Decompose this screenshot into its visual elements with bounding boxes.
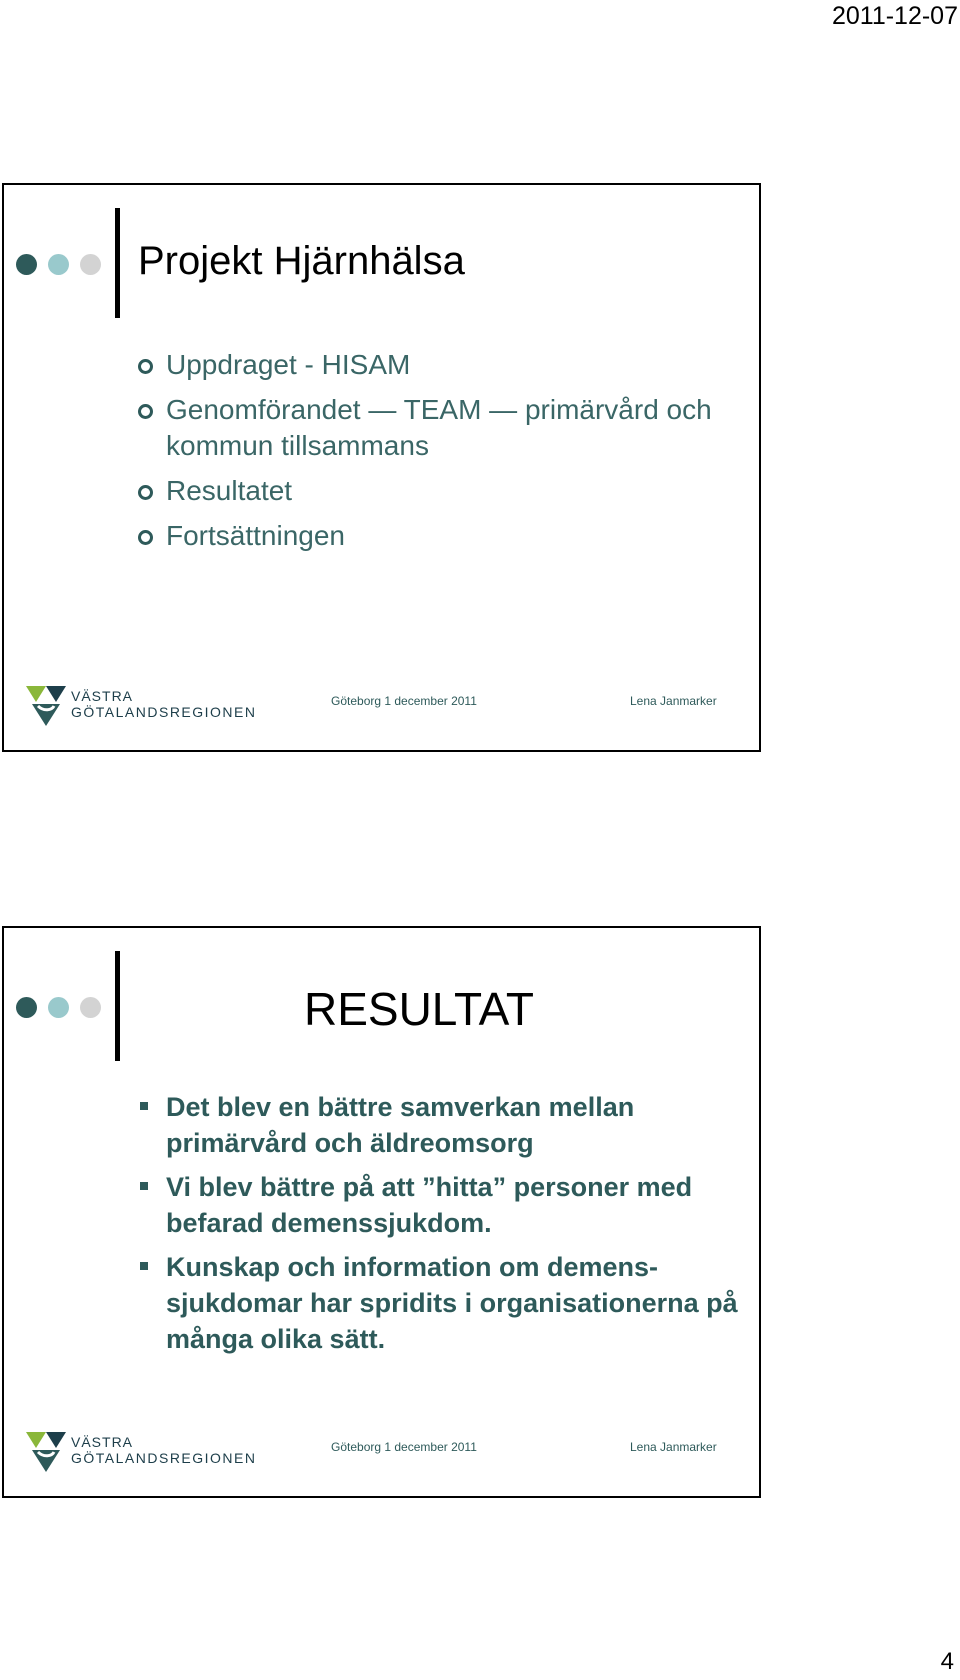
logo-line2: GÖTALANDSREGIONEN: [71, 1450, 257, 1466]
slide-dots-decoration: [16, 997, 106, 1019]
list-item: [138, 1169, 748, 1241]
vgr-logo-icon: [24, 1428, 68, 1474]
ring-bullet-icon: [138, 359, 153, 374]
logo-line2: GÖTALANDSREGIONEN: [71, 704, 257, 720]
list-item: [138, 347, 738, 383]
bullet-text: Fortsättningen: [166, 520, 345, 551]
square-bullet-icon: [140, 1182, 148, 1190]
list-item: [138, 473, 738, 509]
footer-place-date: Göteborg 1 december 2011: [331, 694, 477, 708]
list-item: [138, 518, 738, 554]
slide-resultat: [2, 926, 761, 1498]
slide-footer: [4, 1428, 759, 1478]
bullet-text: Uppdraget - HISAM: [166, 349, 411, 380]
footer-author: Lena Janmarker: [630, 1440, 717, 1454]
dot-light-icon: [48, 254, 69, 275]
list-item: [138, 392, 738, 464]
logo-text: [71, 688, 257, 720]
slide-footer: [4, 682, 759, 732]
square-bullet-icon: [140, 1102, 148, 1110]
footer-author: Lena Janmarker: [630, 694, 717, 708]
square-bullet-icon: [140, 1262, 148, 1270]
ring-bullet-icon: [138, 404, 153, 419]
logo-line1: VÄSTRA: [71, 688, 134, 704]
dot-dark-icon: [16, 254, 37, 275]
title-divider: [115, 951, 120, 1061]
bullet-text: Genomförandet — TEAM — primärvård och kommun tillsammans: [166, 394, 712, 461]
bullet-list: [138, 347, 738, 563]
bullet-text: Vi blev bättre på att ”hitta” personer med befarad demenssjukdom.: [166, 1172, 693, 1238]
dot-dark-icon: [16, 997, 37, 1018]
ring-bullet-icon: [138, 530, 153, 545]
logo-text: [71, 1434, 257, 1466]
logo-line1: VÄSTRA: [71, 1434, 134, 1450]
bullet-text: Kunskap och information om demens-sjukdomar har spridits i organisationerna på många olika sätt.: [166, 1252, 738, 1354]
list-item: [138, 1089, 748, 1161]
vgr-logo-icon: [24, 682, 68, 728]
title-divider: [115, 208, 120, 318]
ring-bullet-icon: [138, 485, 153, 500]
dot-light-icon: [48, 997, 69, 1018]
dot-gray-icon: [80, 997, 101, 1018]
list-item: [138, 1249, 748, 1357]
slide-projekt-hjarnhalsa: [2, 183, 761, 752]
slide-dots-decoration: [16, 254, 106, 276]
footer-place-date: Göteborg 1 december 2011: [331, 1440, 477, 1454]
vgr-logo: [24, 1428, 257, 1474]
slide-title: RESULTAT: [304, 983, 535, 1035]
dot-gray-icon: [80, 254, 101, 275]
bullet-text: Resultatet: [166, 475, 293, 506]
slide-title: Projekt Hjärnhälsa: [138, 239, 465, 283]
bullet-list: [138, 1089, 748, 1365]
page-date: 2011-12-07: [831, 2, 958, 30]
vgr-logo: [24, 682, 257, 728]
bullet-text: Det blev en bättre samverkan mellan primärvård och äldreomsorg: [166, 1092, 635, 1158]
page-number: 4: [940, 1648, 954, 1675]
